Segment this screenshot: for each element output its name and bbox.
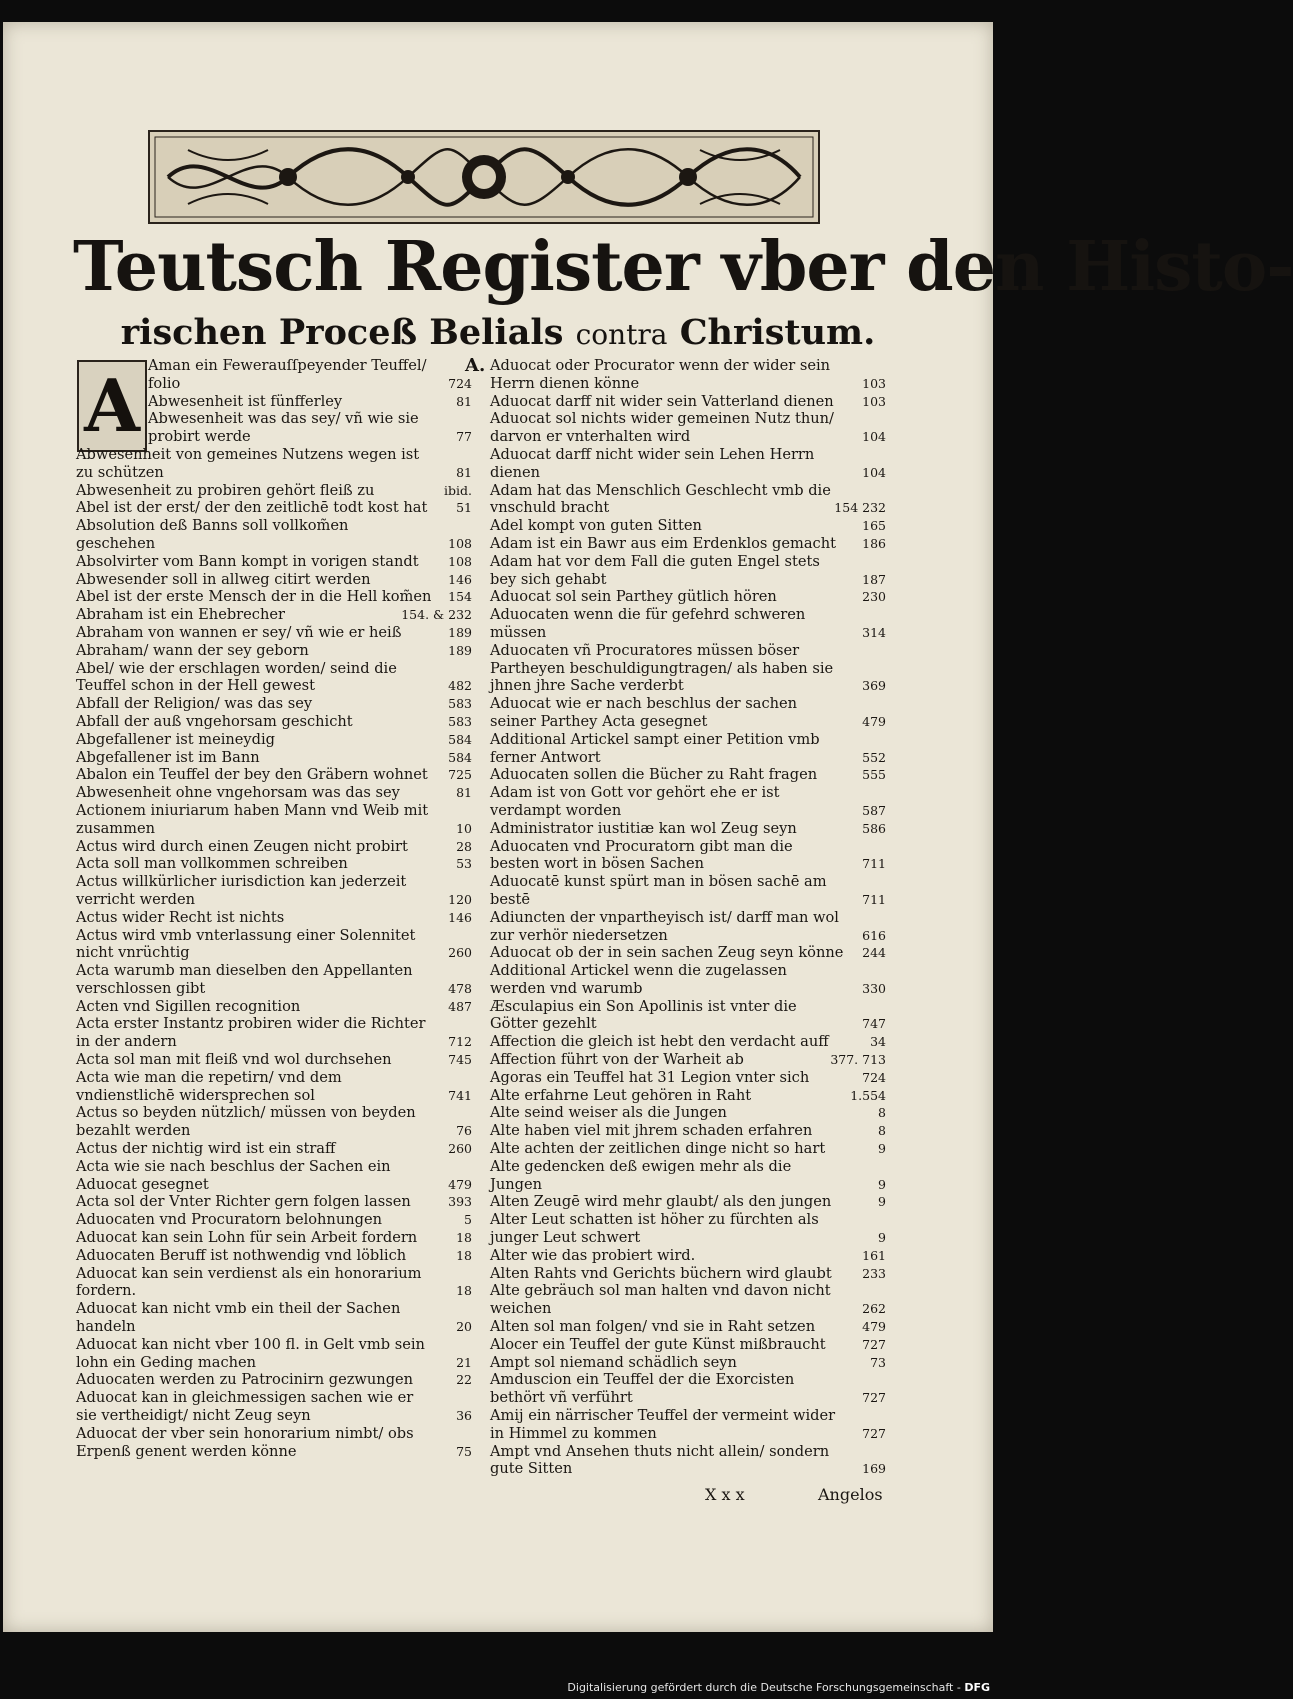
entry-page-number: 478	[448, 980, 472, 996]
index-column-right	[490, 357, 886, 1478]
index-entry	[76, 749, 472, 767]
index-entry	[76, 802, 472, 838]
index-entry	[76, 517, 472, 553]
index-entry	[490, 873, 886, 909]
index-entry	[490, 944, 886, 962]
index-entry	[76, 1140, 472, 1158]
entry-page-number: 330	[862, 980, 886, 996]
entry-page-number: 482	[448, 678, 472, 694]
entry-page-number: 711	[862, 856, 886, 872]
entry-page-number: 233	[862, 1265, 886, 1281]
entry-text: Aduocat darff nicht wider sein Lehen Herrn dienen	[490, 445, 815, 481]
dfg-logo: DFG	[964, 1681, 990, 1694]
index-entry	[76, 1229, 472, 1247]
entry-page-number: 76	[456, 1123, 472, 1139]
index-entry	[76, 766, 472, 784]
entry-text: Acta wie sie nach beschlus der Sachen ein Aduocat gesegnet	[76, 1157, 391, 1193]
entry-page-number: 146	[448, 909, 472, 925]
entry-text: Ampt sol niemand schädlich seyn	[490, 1353, 737, 1371]
entry-page-number: 555	[862, 767, 886, 783]
entry-page-number: 584	[448, 731, 472, 747]
index-entry	[76, 855, 472, 873]
entry-text: Additional Artickel sampt einer Petition vmb ferner Antwort	[490, 730, 820, 766]
entry-page-number: 727	[862, 1336, 886, 1352]
entry-page-number: 479	[862, 1319, 886, 1335]
entry-page-number: 262	[862, 1301, 886, 1317]
index-entry	[490, 482, 886, 518]
index-entry	[76, 1158, 472, 1194]
index-entry	[490, 909, 886, 945]
entry-text: Adam hat vor dem Fall die guten Engel stets bey sich gehabt	[490, 552, 820, 588]
entry-text: Aduocaten vnd Procuratorn belohnungen	[76, 1211, 383, 1229]
entry-page-number: 260	[448, 945, 472, 961]
entry-text: Adam hat das Menschlich Geschlecht vmb die vnschuld bracht	[490, 481, 831, 517]
entry-text: Aduocat wie er nach beschlus der sachen seiner Parthey Acta gesegnet	[490, 695, 798, 730]
entry-page-number: 154. & 232	[401, 607, 472, 623]
index-entry	[76, 713, 472, 731]
entry-text: Æsculapius ein Son Apollinis ist vnter die Götter gezehlt	[490, 997, 797, 1033]
entry-page-number: 584	[448, 749, 472, 765]
entry-text: Alte gedencken deß ewigen mehr als die Jungen	[490, 1157, 792, 1193]
index-entry	[76, 1300, 472, 1336]
entry-text: Alte seind weiser als die Jungen	[490, 1104, 727, 1122]
entry-page-number: 9	[878, 1194, 886, 1210]
index-entry	[490, 1265, 886, 1283]
index-entry	[490, 1371, 886, 1407]
entry-page-number: 34	[870, 1034, 886, 1050]
entry-page-number: 712	[448, 1034, 472, 1050]
entry-page-number: 725	[448, 767, 472, 783]
entry-page-number: 22	[456, 1372, 472, 1388]
entry-text: Abel/ wie der erschlagen worden/ seind die Teuffel schon in der Hell gewest	[76, 659, 397, 695]
index-entry	[76, 624, 472, 642]
entry-text: Adam ist ein Bawr aus eim Erdenklos gemacht	[490, 534, 836, 552]
entry-page-number: 583	[448, 713, 472, 729]
entry-text: Adel kompt von guten Sitten	[490, 517, 702, 535]
entry-page-number: 146	[448, 571, 472, 587]
page-title-line2	[3, 310, 993, 358]
decorative-headpiece	[148, 130, 820, 224]
index-entry	[490, 1140, 886, 1158]
index-entry	[490, 446, 886, 482]
entry-page-number: 727	[862, 1390, 886, 1406]
entry-text: Actionem iniuriarum haben Mann vnd Weib mit zusammen	[76, 801, 429, 837]
signature-mark: X x x	[705, 1485, 745, 1504]
entry-page-number: 741	[448, 1087, 472, 1103]
index-entry	[76, 695, 472, 713]
index-entry	[490, 998, 886, 1034]
entry-text: Aduocat kan in gleichmessigen sachen wie er sie vertheidigt/ nicht Zeug seyn	[76, 1389, 414, 1425]
entry-text: Amij ein närrischer Teuffel der vermeint wider in Himmel zu kommen	[490, 1407, 836, 1442]
index-entry	[490, 1318, 886, 1336]
entry-page-number: 18	[456, 1283, 472, 1299]
entry-text: Aduocaten vnd Procuratorn gibt man die besten wort in bösen Sachen	[490, 837, 793, 873]
entry-text: Alte haben viel mit jhrem schaden erfahren	[490, 1122, 813, 1140]
index-column-left	[76, 357, 472, 1460]
entry-text: Actus wider Recht ist nichts	[76, 908, 285, 926]
index-entry	[490, 1069, 886, 1087]
entry-page-number: 8	[878, 1123, 886, 1139]
entry-text: Aduocat kan sein Lohn für sein Arbeit fordern	[76, 1229, 418, 1247]
index-entry	[490, 838, 886, 874]
index-entry	[490, 517, 886, 535]
entry-page-number: 104	[862, 429, 886, 445]
entry-text: Actus so beyden nützlich/ müssen von beyden bezahlt werden	[76, 1104, 416, 1140]
entry-text: Aduocat kan nicht vmb ein theil der Sachen handeln	[76, 1300, 401, 1336]
entry-text: Abwesenheit von gemeines Nutzens wegen ist zu schützen	[76, 445, 420, 481]
index-entry	[76, 642, 472, 660]
index-entry	[76, 909, 472, 927]
index-entry	[76, 1389, 472, 1425]
entry-page-number: 120	[448, 891, 472, 907]
index-entry	[76, 1265, 472, 1301]
entry-text: Abfall der auß vngehorsam geschicht	[76, 712, 353, 730]
entry-text: Aduocat oder Procurator wenn der wider sein Herrn dienen könne	[490, 357, 831, 392]
entry-text: Aduocaten werden zu Patrocinirn gezwungen	[76, 1371, 414, 1389]
entry-text: Aduocat sol sein Parthey gütlich hören	[490, 588, 777, 606]
entry-text: Abwesenheit ohne vngehorsam was das sey	[76, 784, 400, 802]
entry-page-number: 711	[862, 891, 886, 907]
index-entry	[76, 784, 472, 802]
entry-text: Abraham von wannen er sey/ vñ wie er heiß	[76, 623, 402, 641]
index-entry	[76, 1371, 472, 1389]
entry-text: Abfall der Religion/ was das sey	[76, 695, 313, 713]
entry-text: Ampt vnd Ansehen thuts nicht allein/ sondern gute Sitten	[490, 1442, 830, 1478]
index-entry	[490, 1282, 886, 1318]
entry-text: Abel ist der erst/ der den zeitlichē todt kost hat	[76, 499, 428, 517]
entry-text: Affection führt von der Warheit ab	[490, 1051, 744, 1069]
entry-page-number: ibid.	[444, 482, 472, 498]
entry-text: Acta wie man die repetirn/ vnd dem vndienstlichē widersprechen sol	[76, 1068, 342, 1104]
entry-text: Abwesender soll in allweg citirt werden	[76, 570, 371, 588]
index-entry	[490, 553, 886, 589]
entry-page-number: 165	[862, 518, 886, 534]
index-entry	[76, 660, 472, 696]
index-entry	[490, 393, 886, 411]
entry-text: Alten sol man folgen/ vnd sie in Raht setzen	[490, 1318, 816, 1336]
entry-page-number: 479	[862, 713, 886, 729]
index-entry	[490, 1033, 886, 1051]
entry-page-number: 103	[862, 375, 886, 391]
index-entry	[490, 1122, 886, 1140]
entry-page-number: 28	[456, 838, 472, 854]
digitization-note	[567, 1681, 990, 1694]
entry-page-number: 5	[464, 1212, 472, 1228]
entry-page-number: 81	[456, 785, 472, 801]
entry-text: Adiuncten der vnpartheyisch ist/ darff man wol zur verhör niedersetzen	[490, 908, 839, 944]
entry-page-number: 36	[456, 1408, 472, 1424]
index-entry	[76, 873, 472, 909]
entry-page-number: 154 232	[834, 500, 886, 516]
entry-page-number: 745	[448, 1052, 472, 1068]
entry-text: Abraham ist ein Ehebrecher	[76, 606, 285, 624]
index-entry	[76, 482, 472, 500]
index-entry	[490, 410, 886, 446]
entry-text: Alte gebräuch sol man halten vnd davon nicht weichen	[490, 1282, 831, 1318]
index-entry	[490, 588, 886, 606]
entry-page-number: 9	[878, 1230, 886, 1246]
index-entry	[490, 1158, 886, 1194]
entry-page-number: 21	[456, 1354, 472, 1370]
entry-page-number: 724	[448, 375, 472, 391]
entry-page-number: 189	[448, 642, 472, 658]
entry-text: Additional Artickel wenn die zugelassen werden vnd warumb	[490, 962, 787, 997]
entry-text: Abel ist der erste Mensch der in die Hell kom̃en	[76, 588, 432, 606]
entry-page-number: 20	[456, 1319, 472, 1335]
entry-page-number: 189	[448, 624, 472, 640]
entry-text: Amduscion ein Teuffel der die Exorcisten bethört vñ verführt	[490, 1371, 795, 1407]
entry-page-number: 552	[862, 749, 886, 765]
entry-page-number: 314	[862, 624, 886, 640]
entry-text: Abgefallener ist meineydig	[76, 730, 276, 748]
page-title-line1: Teutsch Register vber den Histo-	[73, 227, 1293, 307]
entry-text: Adam ist von Gott vor gehört ehe er ist verdampt worden	[490, 784, 780, 819]
entry-text: Alter wie das probiert wird.	[490, 1246, 696, 1264]
index-entry	[76, 731, 472, 749]
entry-page-number: 487	[448, 998, 472, 1014]
entry-page-number: 9	[878, 1176, 886, 1192]
entry-text: Aduocaten wenn die für gefehrd schweren müssen	[490, 606, 806, 641]
index-entry	[76, 962, 472, 998]
index-entry	[76, 1193, 472, 1211]
entry-page-number: 169	[862, 1461, 886, 1477]
entry-text: Aduocat der vber sein honorarium nimbt/ obs Erpenß genent werden könne	[76, 1424, 414, 1460]
entry-text: Actus wird vmb vnterlassung einer Solennitet nicht vnrüchtig	[76, 926, 416, 962]
entry-text: Aduocaten vñ Procuratores müssen böser Partheyen beschuldigungtragen/ als haben sie jhnen jhre Sache verderbt	[490, 641, 834, 695]
index-entry	[490, 535, 886, 553]
entry-page-number: 186	[862, 535, 886, 551]
entry-text: Agoras ein Teuffel hat 31 Legion vnter sich	[490, 1068, 810, 1086]
entry-text: Acten vnd Sigillen recognition	[76, 997, 301, 1015]
entry-page-number: 81	[456, 393, 472, 409]
index-entry	[490, 962, 886, 998]
entry-text: Absolution deß Banns soll vollkom̃en geschehen	[76, 517, 349, 552]
entry-text: Abwesenheit was das sey/ vñ wie sie probirt werde	[148, 410, 419, 446]
entry-text: Aman ein Fewerauſſpeyender Teuffel/ folio	[148, 357, 427, 392]
index-entry	[76, 1069, 472, 1105]
entry-page-number: 369	[862, 678, 886, 694]
index-entry	[490, 766, 886, 784]
entry-text: Acta soll man vollkommen schreiben	[76, 855, 348, 873]
entry-page-number: 73	[870, 1354, 886, 1370]
index-entry	[76, 1015, 472, 1051]
section-letter: A.	[465, 355, 486, 376]
entry-page-number: 583	[448, 696, 472, 712]
entry-text: Aduocaten sollen die Bücher zu Raht fragen	[490, 766, 818, 784]
entry-text: Acta erster Instantz probiren wider die Richter in der andern	[76, 1015, 426, 1051]
entry-text: Absolvirter vom Bann kompt in vorigen standt	[76, 552, 419, 570]
entry-page-number: 727	[862, 1425, 886, 1441]
entry-page-number: 724	[862, 1069, 886, 1085]
entry-page-number: 10	[456, 820, 472, 836]
entry-text: Aduocat kan sein verdienst als ein honorarium fordern.	[76, 1264, 422, 1300]
entry-text: Aduocat darff nit wider sein Vatterland dienen	[490, 392, 834, 410]
entry-page-number: 161	[862, 1247, 886, 1263]
entry-text: Alten Zeugē wird mehr glaubt/ als den jungen	[490, 1193, 832, 1211]
index-entry	[76, 1051, 472, 1069]
entry-page-number: 104	[862, 464, 886, 480]
index-entry	[76, 606, 472, 624]
index-entry	[490, 1211, 886, 1247]
entry-page-number: 479	[448, 1176, 472, 1192]
index-entry	[490, 1193, 886, 1211]
entry-page-number: 108	[448, 535, 472, 551]
entry-text: Affection die gleich ist hebt den verdacht auff	[490, 1033, 829, 1051]
index-entry	[490, 606, 886, 642]
entry-page-number: 103	[862, 393, 886, 409]
entry-text: Alter Leut schatten ist höher zu fürchten als junger Leut schwert	[490, 1211, 819, 1247]
entry-text: Aduocat ob der in sein sachen Zeug seyn könne	[490, 944, 844, 962]
index-entry	[76, 588, 472, 606]
index-entry	[76, 393, 472, 411]
entry-text: Alocer ein Teuffel der gute Künst mißbraucht	[490, 1335, 826, 1353]
index-entry	[490, 1354, 886, 1372]
entry-text: Alten Rahts vnd Gerichts büchern wird glaubt	[490, 1264, 832, 1282]
entry-text: Aduocat sol nichts wider gemeinen Nutz thun/ darvon er vnterhalten wird	[490, 410, 834, 446]
entry-page-number: 18	[456, 1230, 472, 1246]
entry-page-number: 9	[878, 1141, 886, 1157]
entry-page-number: 587	[862, 802, 886, 818]
index-entry	[76, 1336, 472, 1372]
entry-page-number: 81	[456, 464, 472, 480]
index-entry	[490, 642, 886, 695]
entry-text: Acta sol der Vnter Richter gern folgen lassen	[76, 1193, 411, 1211]
index-entry	[490, 820, 886, 838]
index-entry	[76, 1247, 472, 1265]
entry-page-number: 187	[862, 571, 886, 587]
entry-page-number: 8	[878, 1105, 886, 1121]
index-entry	[490, 1051, 886, 1069]
entry-text: Alte erfahrne Leut gehören in Raht	[490, 1086, 752, 1104]
index-entry	[490, 731, 886, 767]
entry-text: Abalon ein Teuffel der bey den Gräbern wohnet	[76, 766, 428, 784]
entry-text: Abgefallener ist im Bann	[76, 748, 260, 766]
entry-page-number: 75	[456, 1443, 472, 1459]
index-entry	[76, 357, 472, 393]
index-entry	[76, 571, 472, 589]
entry-text: Aduocatē kunst spürt man in bösen sachē am bestē	[490, 873, 827, 908]
initial-letter: A	[84, 363, 140, 448]
entry-page-number: 108	[448, 553, 472, 569]
index-entry	[490, 357, 886, 393]
index-entry	[490, 784, 886, 820]
index-entry	[490, 1407, 886, 1443]
entry-text: Administrator iustitiæ kan wol Zeug seyn	[490, 819, 797, 837]
entry-page-number: 77	[456, 429, 472, 445]
entry-text: Acta warumb man dieselben den Appellanten verschlossen gibt	[76, 962, 413, 997]
index-entry	[490, 1443, 886, 1479]
index-entry	[76, 446, 472, 482]
entry-page-number: 377. 713	[830, 1052, 886, 1068]
index-entry	[490, 1336, 886, 1354]
index-entry	[490, 1104, 886, 1122]
entry-text: Aduocaten Beruff ist nothwendig vnd löblich	[76, 1246, 407, 1264]
entry-text: Actus willkürlicher iurisdiction kan jederzeit verricht werden	[76, 873, 407, 908]
title-end: Christum.	[679, 312, 876, 353]
entry-page-number: 747	[862, 1016, 886, 1032]
entry-text: Actus der nichtig wird ist ein straff	[76, 1140, 336, 1158]
index-entry	[76, 1211, 472, 1229]
entry-page-number: 53	[456, 856, 472, 872]
catchword: Angelos	[818, 1485, 883, 1504]
title-latin-word: contra	[575, 318, 668, 351]
entry-page-number: 1.554	[850, 1087, 886, 1103]
index-entry	[490, 1087, 886, 1105]
index-entry	[76, 499, 472, 517]
entry-page-number: 586	[862, 820, 886, 836]
entry-page-number: 260	[448, 1141, 472, 1157]
entry-page-number: 393	[448, 1194, 472, 1210]
entry-text: Acta sol man mit fleiß vnd wol durchsehen	[76, 1051, 392, 1069]
entry-text: Aduocat kan nicht vber 100 fl. in Gelt vmb sein lohn ein Geding machen	[76, 1335, 425, 1371]
index-entry	[76, 927, 472, 963]
entry-page-number: 51	[456, 500, 472, 516]
entry-page-number: 230	[862, 589, 886, 605]
index-entry	[490, 1247, 886, 1265]
entry-text: Actus wird durch einen Zeugen nicht probirt	[76, 837, 408, 855]
entry-text: Abwesenheit zu probiren gehört fleiß zu	[76, 481, 375, 499]
title-part: rischen Proceß Belials	[120, 312, 564, 353]
entry-text: Abraham/ wann der sey geborn	[76, 641, 309, 659]
entry-page-number: 244	[862, 945, 886, 961]
index-entry	[76, 410, 472, 446]
entry-text: Abwesenheit ist fünfferley	[148, 392, 343, 410]
entry-text: Alte achten der zeitlichen dinge nicht so hart	[490, 1140, 826, 1158]
entry-page-number: 154	[448, 589, 472, 605]
index-entry	[490, 695, 886, 731]
entry-page-number: 18	[456, 1247, 472, 1263]
index-entry	[76, 1104, 472, 1140]
digitization-text: Digitalisierung gefördert durch die Deutsche Forschungsgemeinschaft -	[567, 1681, 961, 1694]
index-entry	[76, 1425, 472, 1461]
entry-page-number: 616	[862, 927, 886, 943]
index-entry	[76, 838, 472, 856]
index-entry	[76, 998, 472, 1016]
index-entry	[76, 553, 472, 571]
